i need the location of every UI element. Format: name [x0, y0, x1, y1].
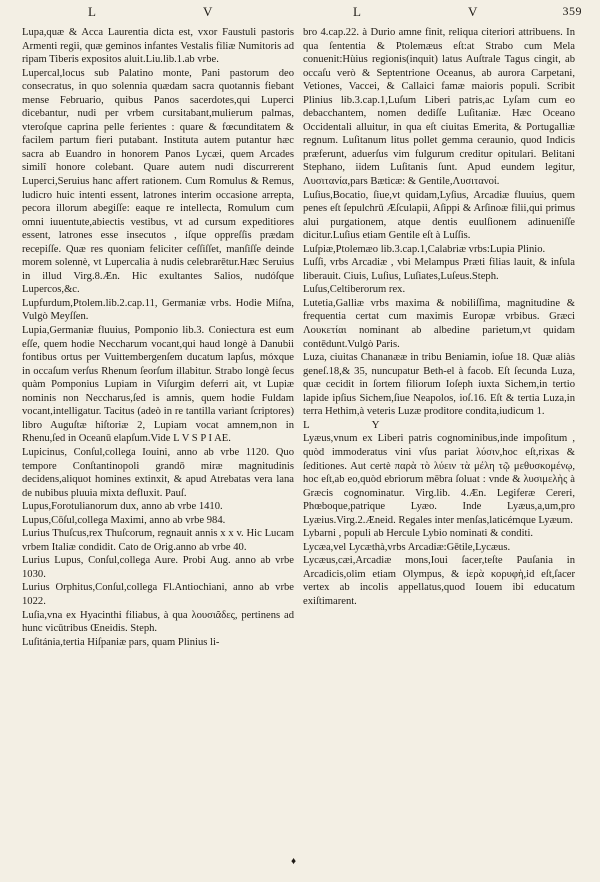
- entry-lurius-lupus: Lurius Lupus, Conſul,collega Aure. Probi Aug. anno ab vrbe 1030.: [22, 555, 294, 580]
- entry-lupfurdum: Lupfurdum,Ptolem.lib.2.cap.11, Germaniæ vrbs. Hodie Miſna, Vulgò Meyſſen.: [22, 297, 294, 323]
- entry-lusius: Luſius,Bocatio, ſiue,vt quidam,Lyſius, Arcadiæ fluuius, quem penes eſt ſepulchrū Æſculapii, Aſippi & Arſinoæ filii,qui primus alui purgationem, atque dentis euulſionem adinueniſſe dicitur.Luſius etiam Gentile eſt à Luſſis.: [303, 189, 575, 242]
- page-number: 359: [562, 4, 582, 18]
- entry-lupia: Lupia,Germaniæ fluuius, Pomponio lib.3. Coniectura est eum eſſe, quem hodie Neccharum vocant,qui haud longè à Danubii fontibus ortus per Vuittembergenſem ducatum lapſus, móxque in occaſum verſus Rhenum ſeorſum illabitur. Strabo longè ſecus quàm Pomponius Lupiam in Viſurgim deferri ait, vt Lupiæ nominis non Neccharus,ſed is amnis, quem hodie Fuldam vocant,intelligatur. Tacitus (adeò in re tantilla varìant ſcriptores) libro Auguſtæ hiſtoriæ 2, Lupiam vocat amnem,non in Rhenu,ſed in Oceanū elapſum.Vide L V S P I AE.: [22, 325, 294, 445]
- header-letter-left-2: V: [203, 4, 213, 19]
- entry-lyaeus: Lyæus,vnum ex Liberi patris cognominibus,inde impoſitum , quòd immoderatus vini vſus pariat λύσιν,hoc eſt,rixas & ſeditiones. Aut certè παρὰ τὸ λύειν τὰ μέλη τῷ μεθυσκομένῳ, hoc eſt,ab eo,quòd ebriorum mēbra ſoluat : vnde & λυσιμελὴς à Græcis cognominatur. Virg.lib. 4.Æn. Legiferæ Cereri, Phœboque,patrique Lyæo. Inde Lyæus,a,um,pro Lyæius.Virg.2.Æneid. Regales inter menſas,laticémque Lyæum.: [303, 433, 575, 526]
- entry-luspiae: Luſpiæ,Ptolemæo lib.3.cap.1,Calabriæ vrbs:Lupia Plinio.: [303, 243, 546, 255]
- entry-lycaea: Lycæa,vel Lycæthà,vrbs Arcadiæ:Gētile,Lycæus.: [303, 541, 511, 553]
- entry-lurius-orphitus: Lurius Orphitus,Conſul,collega Fl.Antiochiani, anno ab vrbe 1022.: [22, 582, 294, 607]
- header-letter-right-2: V: [468, 4, 478, 19]
- entry-lusia: Luſia,vna ex Hyacinthi filiabus, à qua λουσιᾶδες, pertinens ad hunc vicūtribus Œneidis. Steph.: [22, 609, 294, 635]
- entry-lupus-consul: Lupus,Cōſul,collega Maximi, anno ab vrbe 984.: [22, 514, 226, 526]
- left-column: [22, 26, 294, 856]
- entry-lupicinus: Lupicinus, Conſul,collega Iouini, anno ab vrbe 1120. Quo tempore Conſtantinopoli grandō miræ magnitudinis decidens,aliquot homines extinxit, & apud Atrebatas vera lana de nubibus pluuia mixta defluxit. Pauſ.: [22, 446, 294, 499]
- entry-luza: Luza, ciuitas Chananææ in tribu Beniamin, ioſue 18. Quæ aliàs geneſ.18,& 35, nuncupatur Beth-el à facob. Eſt ſecunda Luza, quæ cecidit in ſortem filiorum Ioſeph iuxta Sichem,in tertio lapide ipſius Sichem,ſiue Neapolos, ioſ.16. Eſt & tertia Luza,in terra Hethim,à veteris Luzæ proditore condita,iudicum 1.: [303, 352, 575, 418]
- entry-lusitania-start: Luſitánia,tertia Hiſpaniæ pars, quam Plinius li-: [22, 636, 220, 648]
- entry-lybarni: Lybarni , populi ab Hercule Lybio nominati & conditi.: [303, 528, 534, 540]
- entry-lussi: Luſſi, vrbs Arcadiæ , vbi Melampus Præti filias lauit, & inſula liberauit. Ciuis, Luſius, Luſiates,Luſeus.Steph.: [303, 257, 575, 282]
- entry-lupus-dux: Lupus,Forotulianorum dux, anno ab vrbe 1410.: [22, 501, 223, 513]
- entry-lusus: Luſus,Celtiberorum rex.: [303, 284, 406, 296]
- header-letter-left-1: L: [88, 4, 97, 19]
- entry-lycaeus: Lycæus,cæi,Arcadiæ mons,Ioui ſacer,teſte Pauſania in Arcadicis,olim etiam Olympus, & ἱερὰ κορυφὴ,id eſt,ſacer vertex ab incolis appellatus,quod Iouem ibi educatum exiſtimarent.: [303, 555, 575, 607]
- entry-lupa: Lupa,quæ & Acca Laurentia dicta est, vxor Faustuli pastoris Armenti regii, quæ geminos infantes Vestalis filiæ Numitoris ad ripam Tiberis expositos aluit.Liu.lib.1.ab vrbe.: [22, 27, 294, 66]
- footer-ornament: ♦: [291, 856, 297, 867]
- entry-lutetia: Lutetia,Galliæ vrbs maxima & nobiliſſima, magnitudine & frequentia certat cum maximis Europæ vrbibus. Græci Λουκετίαι nominant ab albedine parietum,vt quidam contēdunt.Vulgò Paris.: [303, 297, 575, 350]
- right-column: [303, 26, 575, 856]
- running-header: [18, 4, 586, 22]
- section-heading-ly: L Y: [303, 418, 410, 431]
- entry-lurius-thuscus: Lurius Thuſcus,rex Thuſcorum, regnauit annis x x v. Hic Lucam vrbem Italiæ condidit. Cato de Orig.anno ab vrbe 40.: [22, 528, 294, 553]
- header-letter-right-1: L: [353, 4, 362, 19]
- entry-lupercal: Lupercal,locus sub Palatino monte, Pani pastorum deo consecratus, in quo solennia quædam sacra quotannis fiebant mense Februario, quibus Panos sacerdotes,qui Luperci dicebantur, nudi per vrbem cursitabant,mulierum palmas, vteroſque caprina pelle ferientes : quare & fœcunditatem & facilem partum fieri putabant. Instituta autem putantur hæc sacra ab Euandro in honorem Panos Lycæi, quem Arcades similî honore colebant. Quare autem nudi discurrerent Luperci,Seruius hanc affert rationem. Cum Romulus & Remus, ludicro huic intenti essent, latrones interim occasione arrepta, pecora illorum abegiſſe: eaque re intellecta, Romulum cum omni iuuentute,abiectis vestibus, vt ad cursum expeditiores essent, latrones esse insecutos , iſque oppreſſis prædam recepiſſe. Quæ res quoniam feliciter ceſſiſſet, manſiſſe deinde morem solennè, vt Lupercalia à nudis celebrarētur.Hæc Seruius in illud Virg.8.Æn. Hic exultantes Salios, nudóſque Lupercos,&c.: [22, 67, 294, 296]
- entry-lusitania-cont: bro 4.cap.22. à Durio amne finit, reliqua citeriori attribuens. In qua ſententia & Ptolemæus eſt:at Strabo cum Mela conuenit:Hùius regionis(inquit) latus Auſtrale Tagus cingit, ab occaſu verò & Septentrione Oceanus, ab aurora Carpetani, Vetiones, Vaccei, & Callaici famæ maioris populi. Scribit Plinius lib.3.cap.1,Luſum Liberi patris,ac Lyſam cum eo debacchantem, nomen dediſſe Luſitaniæ. Hæc Oceano Occidentali alluitur, in qua eſt ciuitas Emerita, & Portugalliæ regnum. Luſitanum litus pollet gemma ceraunio, quod Indicis præferunt, aduerſus vim fulgurum creditur opitulari. Belitani Stephano, iidem Luſitanis ſunt. Apud eundem legitur, Λυσιτανία,pars Bæticæ: & Gentile,Λυσιτανοί.: [303, 27, 575, 188]
